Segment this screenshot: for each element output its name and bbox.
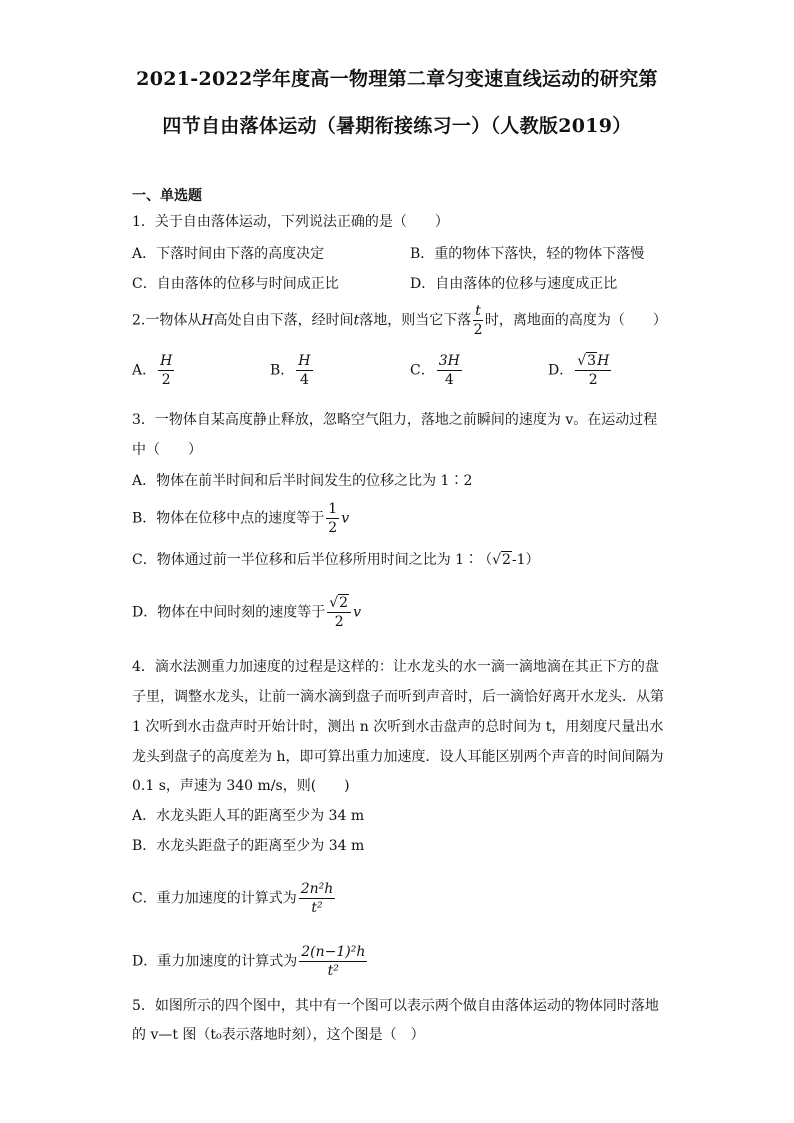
q3-b-num: 1 <box>328 501 338 517</box>
q4-line-4: 龙头到盘子的高度差为 h，即可算出重力加速度．设人耳能区别两个声音的时间间隔为 <box>132 749 664 765</box>
sqrt-symbol: √2 <box>329 595 349 611</box>
q2-a-num: H <box>160 353 173 369</box>
q2-a-label: A． <box>132 362 157 379</box>
q2-c-den: 4 <box>444 372 454 388</box>
sqrt-symbol: √3 <box>577 353 597 369</box>
q4-d-den: t² <box>327 963 339 979</box>
q4-d-text: D．重力加速度的计算式为 <box>132 953 298 970</box>
q4-line-2: 子里，调整水龙头，让前一滴水滴到盘子而听到声音时，后一滴恰好离开水龙头．从第 <box>132 689 664 705</box>
q1-option-c: C．自由落体的位移与时间成正比 <box>132 276 339 292</box>
q2-d-label: D． <box>548 362 574 379</box>
q2-c-num: 3H <box>438 353 460 369</box>
q2-frac-t-half <box>473 302 483 339</box>
q4-option-c <box>132 880 337 917</box>
q3-option-b <box>132 500 349 537</box>
section-heading: 一、单选题 <box>132 188 202 204</box>
q4-line-1: 4．滴水法测重力加速度的过程是这样的：让水龙头的水一滴一滴地滴在其正下方的盘 <box>132 659 659 675</box>
q2-frac-den: 2 <box>473 322 483 338</box>
q3-c-tail: -1） <box>511 552 540 568</box>
q4-line-5: 0.1 s，声速为 340 m/s，则( ) <box>132 778 350 794</box>
q2-stem <box>132 302 667 339</box>
q2-stem-b: 高处自由下落，经时间 <box>213 312 354 329</box>
sqrt-symbol: √2 <box>492 552 511 568</box>
q3-c-rad: 2 <box>502 552 511 568</box>
q2-option-b <box>270 352 315 389</box>
q2-option-d <box>548 352 613 389</box>
q4-option-d <box>132 943 369 980</box>
q3-option-c <box>132 550 540 570</box>
q2-b-num: H <box>298 353 311 369</box>
q2-a-den: 2 <box>161 372 171 388</box>
q4-c-num: 2n²h <box>300 881 334 897</box>
q2-d-den: 2 <box>588 372 598 388</box>
q2-option-c <box>410 352 464 389</box>
q3-d-text: D．物体在中间时刻的速度等于 <box>132 604 326 621</box>
q1-stem: 1．关于自由落体运动，下列说法正确的是（ ） <box>132 214 449 230</box>
q4-d-num: 2(n−1)²h <box>301 944 366 960</box>
q2-stem-d: 时，离地面的高度为（ ） <box>484 312 667 329</box>
q3-d-var: v <box>353 604 361 621</box>
q4-option-a: A．水龙头距人耳的距离至少为 34 m <box>132 808 365 824</box>
q2-c-label: C． <box>410 362 435 379</box>
q2-stem-c: 落地，则当它下落 <box>359 312 472 329</box>
q4-c-text: C．重力加速度的计算式为 <box>132 890 297 907</box>
q4-line-3: 1 次听到水击盘声时开始计时，测出 n 次听到水击盘声的总时间为 t，用刻度尺量出水 <box>132 719 664 735</box>
title-line-2: 四节自由落体运动（暑期衔接练习一）（人教版2019） <box>162 115 632 137</box>
q3-option-a: A．物体在前半时间和后半时间发生的位移之比为 1∶2 <box>132 473 473 489</box>
q2-option-a <box>132 352 176 389</box>
q2-var-h: H <box>201 312 214 329</box>
q2-d-var: H <box>597 353 610 369</box>
q3-b-text: B．物体在位移中点的速度等于 <box>132 510 325 527</box>
q2-b-label: B． <box>270 362 295 379</box>
q3-d-rad: 2 <box>339 595 349 611</box>
q4-option-b: B．水龙头距盘子的距离至少为 34 m <box>132 838 365 854</box>
q1-option-b: B．重的物体下落快，轻的物体下落慢 <box>410 246 645 262</box>
q5-line-2: 的 v—t 图（t₀表示落地时刻），这个图是（ ） <box>132 1027 425 1043</box>
q1-option-d: D．自由落体的位移与速度成正比 <box>410 276 618 292</box>
q2-var-t: t <box>353 312 360 329</box>
q3-stem-2: 中（ ） <box>132 442 202 458</box>
q3-stem-1: 3．一物体自某高度静止释放，忽略空气阻力，落地之前瞬间的速度为 v。在运动过程 <box>132 412 658 428</box>
q4-c-den: t² <box>311 900 323 916</box>
title-line-1: 2021-2022学年度高一物理第二章匀变速直线运动的研究第 <box>136 68 658 90</box>
q5-line-1: 5．如图所示的四个图中，其中有一个图可以表示两个做自由落体运动的物体同时落地 <box>132 998 659 1014</box>
q3-d-den: 2 <box>334 614 344 630</box>
q2-d-rad: 3 <box>587 353 597 369</box>
q2-stem-a: 2.一物体从 <box>132 312 202 329</box>
q3-c-text: C．物体通过前一半位移和后半位移所用时间之比为 1∶（ <box>132 552 493 568</box>
q3-option-d <box>132 594 361 631</box>
q3-b-var: v <box>341 510 350 527</box>
q2-b-den: 4 <box>299 372 309 388</box>
q1-option-a: A．下落时间由下落的高度决定 <box>132 246 325 262</box>
q3-b-den: 2 <box>328 520 338 536</box>
q2-frac-num: t <box>475 303 481 319</box>
